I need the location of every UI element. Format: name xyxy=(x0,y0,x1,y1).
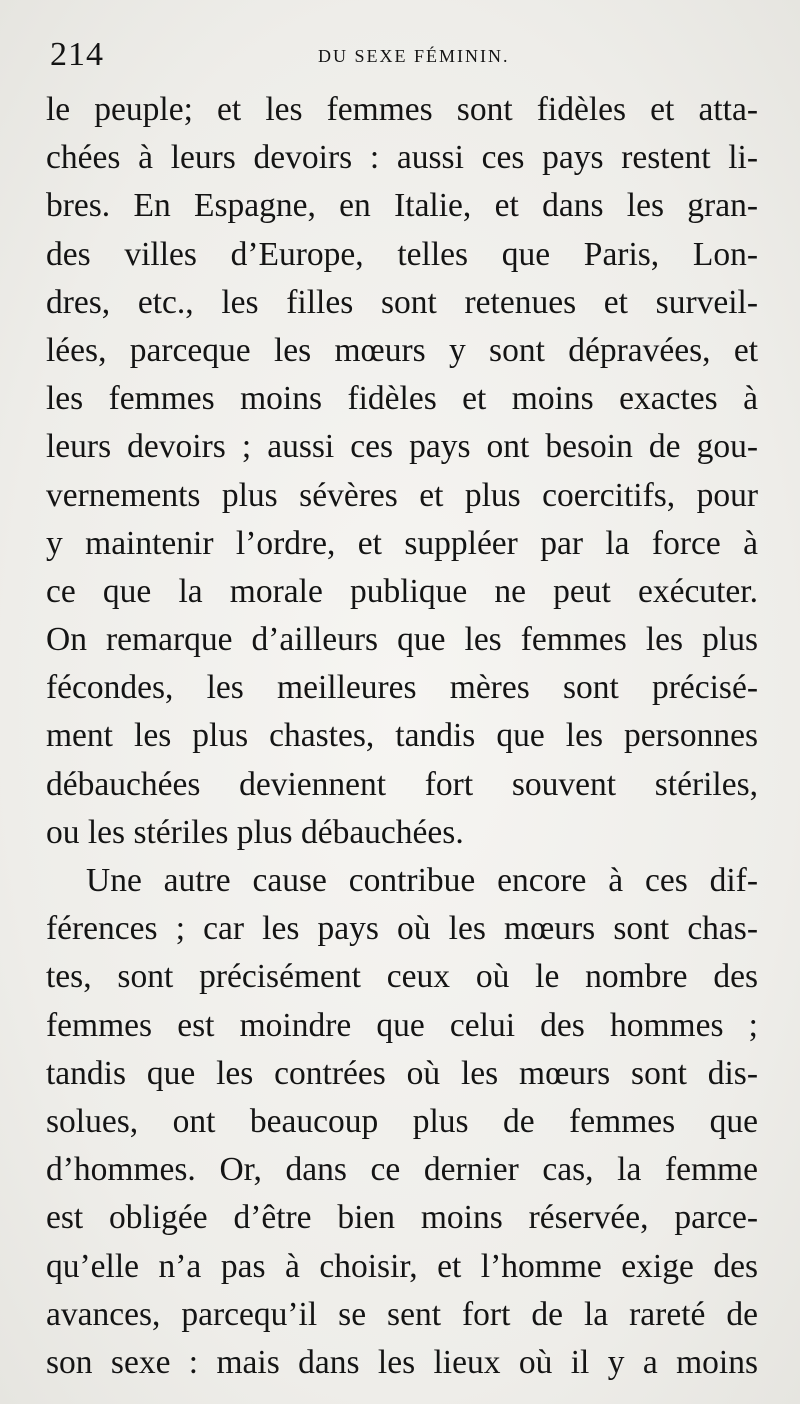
text-line: y maintenir l’ordre, et suppléer par la force à xyxy=(46,524,758,562)
text-line: tandis que les contrées où les mœurs sont dis- xyxy=(46,1054,758,1092)
text-line: tes, sont précisément ceux où le nombre des xyxy=(46,958,758,996)
text-line: férences ; car les pays où les mœurs sont chas- xyxy=(46,910,758,948)
text-line: lées, parceque les mœurs y sont dépravées, et xyxy=(46,331,758,369)
text-line: bres. En Espagne, en Italie, et dans les gran- xyxy=(46,187,758,225)
text-line: fécondes, les meilleures mères sont précisé- xyxy=(46,669,758,707)
text-line: chées à leurs devoirs : aussi ces pays restent li- xyxy=(46,139,758,177)
text-line: femmes est moindre que celui des hommes ; xyxy=(46,1006,758,1044)
text-line: Une autre cause contribue encore à ces dif- xyxy=(86,862,758,899)
text-line: qu’elle n’a pas à choisir, et l’homme exige des xyxy=(46,1247,758,1285)
text-line: les femmes moins fidèles et moins exactes à xyxy=(46,380,758,418)
text-line: dres, etc., les filles sont retenues et surveil- xyxy=(46,283,758,321)
text-line: ce que la morale publique ne peut exécuter. xyxy=(46,572,758,610)
page-header xyxy=(50,36,750,80)
running-title: DU SEXE FÉMININ. xyxy=(318,46,510,66)
text-line: d’hommes. Or, dans ce dernier cas, la femme xyxy=(46,1151,758,1189)
text-line: est obligée d’être bien moins réservée, parce- xyxy=(46,1199,758,1237)
text-line: avances, parcequ’il se sent fort de la rareté de xyxy=(46,1295,758,1333)
text-line: ou les stériles plus débauchées. xyxy=(46,813,464,851)
text-line: débauchées deviennent fort souvent stériles, xyxy=(46,765,758,803)
text-line: son sexe : mais dans les lieux où il y a moins xyxy=(46,1343,758,1381)
page-number: 214 xyxy=(50,36,104,73)
text-line: ment les plus chastes, tandis que les personnes xyxy=(46,717,758,755)
body-text xyxy=(46,86,758,1387)
text-line: solues, ont beaucoup plus de femmes que xyxy=(46,1102,758,1140)
text-line: On remarque d’ailleurs que les femmes les plus xyxy=(46,621,758,659)
text-line: leurs devoirs ; aussi ces pays ont besoin de gou- xyxy=(46,428,758,466)
text-line: vernements plus sévères et plus coercitifs, pour xyxy=(46,476,758,514)
text-line: des villes d’Europe, telles que Paris, Lon- xyxy=(46,235,758,273)
text-line: le peuple; et les femmes sont fidèles et atta- xyxy=(46,91,758,128)
